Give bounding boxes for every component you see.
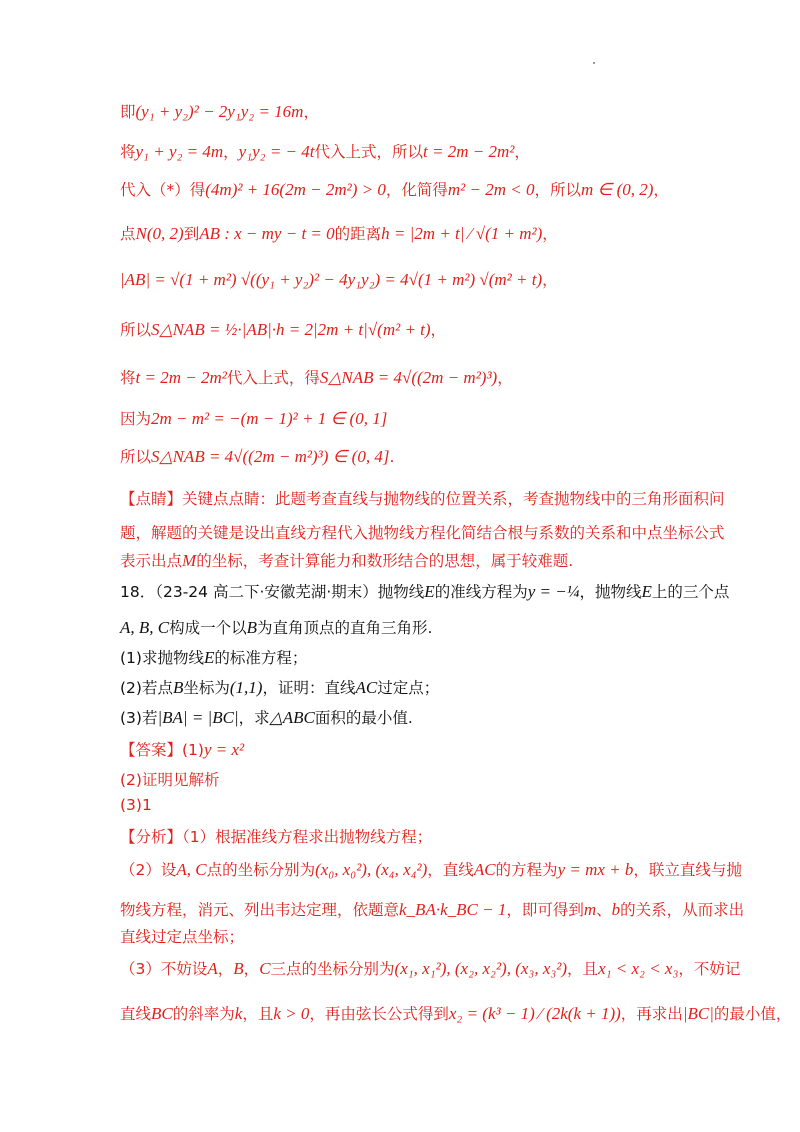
text-segment: 代入（*）得 [120,181,206,199]
formula: y₁y₂ = − 4t [238,142,315,161]
formula: 2m − m² = −(m − 1)² + 1 ∈ (0, 1] [151,409,388,428]
text-segment: 代入上式，得 [226,369,320,387]
formula: k [234,1004,243,1023]
text-line [120,706,413,728]
text-line [120,521,725,543]
formula: (y₁ + y₂)² − 2y₁y₂ = 16m [135,102,304,121]
text-line [120,616,432,638]
text-segment: 上的三个点 [651,583,730,601]
text-segment: ， [243,960,260,978]
text-line [120,580,729,602]
text-segment: 即 [120,103,136,121]
text-segment: ， [497,369,513,387]
text-segment: 【点睛】关键点点睛：此题考查直线与抛物线的位置关系，考查抛物线中的三角形面积问 [120,490,725,508]
formula: |BC| [682,1004,714,1023]
text-line [120,140,530,162]
text-segment: ，直线 [427,861,474,879]
formula: E [424,582,435,601]
formula: y = x² [203,740,245,759]
text-segment: ， [217,960,234,978]
formula: b [611,900,621,919]
text-line [120,676,439,698]
text-segment: ，所以 [534,181,581,199]
text-segment: ，不妨记 [678,960,741,978]
text-segment: ， [653,181,669,199]
formula: |BA| = |BC| [157,708,239,727]
text-line [120,549,573,571]
formula: m ∈ (0, 2) [580,180,654,199]
formula: x₁ < x₂ < x₃ [598,959,679,978]
text-segment: 所以 [120,321,152,339]
text-segment: (3)若 [120,709,158,727]
text-segment: (1)求抛物线 [120,649,204,667]
formula: C [259,959,271,978]
text-segment: 表示出点 [120,552,183,570]
text-segment: 【答案】(1) [120,741,204,759]
formula: N(0, 2) [135,224,184,243]
formula: x₂ = (k³ − 1) ⁄ (2k(k + 1)) [448,1004,621,1023]
formula: S△NAB = 4√((2m − m²)³) ∈ (0, 4] [151,447,390,466]
formula: h = |2m + t| ⁄ √(1 + m²) [381,224,543,243]
text-segment: 的最小值， [713,1005,792,1023]
formula: M [182,551,197,570]
text-segment: ，求 [238,709,270,727]
text-segment: （3）不妨设 [120,960,208,978]
text-segment: 的距离 [334,225,382,243]
formula: B [172,678,184,697]
text-segment: 为直角顶点的直角三角形. [257,619,433,637]
text-segment: ，再求出 [620,1005,683,1023]
text-segment: 18．（23-24 高二下·安徽芜湖·期末）抛物线 [120,583,425,601]
formula: t = 2m − 2m² [423,142,515,161]
formula: y = mx + b [557,860,634,879]
text-line [120,445,394,467]
text-line [120,738,244,760]
text-line [120,178,669,200]
text-segment: 直线 [120,1005,152,1023]
formula: (x₁, x₁²), (x₂, x₂²), (x₃, x₃²) [394,959,568,978]
text-segment: 过定点； [377,679,440,697]
text-segment: 【分析】（1）根据准线方程求出抛物线方程； [120,828,433,846]
text-segment: ，联立直线与抛 [633,861,742,879]
text-segment: ，且 [567,960,599,978]
text-line [120,768,219,790]
formula: k_BA·k_BC − 1 [399,900,507,919]
text-segment: 的方程为 [495,861,558,879]
formula: S△NAB = ½·|AB|·h = 2|2m + t|√(m² + t) [151,320,431,339]
formula: E [641,582,652,601]
text-line [120,268,558,290]
text-segment: ，再由弦长公式得到 [309,1005,449,1023]
text-line [120,407,387,429]
text-segment: . [389,448,395,466]
formula: y₁ + y₂ = 4m [135,142,224,161]
text-segment: ， [514,143,530,161]
text-segment: 物线方程，消元、列出韦达定理，依题意 [120,901,400,919]
formula: m [583,900,597,919]
text-segment: ， [303,103,319,121]
text-segment: 点 [120,225,136,243]
formula: △ABC [269,708,315,727]
text-segment: 构成一个以 [169,619,247,637]
formula: k > 0 [273,1004,310,1023]
formula: A, B, C [120,618,170,637]
text-segment: (2)若点 [120,679,173,697]
text-segment: (3)1 [120,796,152,814]
text-segment: 将 [120,143,136,161]
text-segment: 题，解题的关键是设出直线方程代入抛物线方程化简结合根与系数的关系和中点坐标公式 [120,524,725,542]
text-line [120,858,742,880]
text-segment: ，抛物线 [579,583,642,601]
text-segment: 到 [183,225,200,243]
text-line [120,318,446,340]
formula: AC [473,860,496,879]
text-segment: (2)证明见解析 [120,771,220,789]
formula: A [207,959,218,978]
text-line [120,100,319,122]
text-segment: 坐标为 [183,679,230,697]
text-segment: 面积的最小值. [314,709,413,727]
formula: AC [355,678,378,697]
text-segment: ， [542,225,558,243]
text-segment: 因为 [120,410,152,428]
text-segment: ，证明：直线 [262,679,356,697]
text-line [120,222,558,244]
text-segment: ，且 [242,1005,274,1023]
text-segment: （2）设 [120,861,177,879]
formula: B [233,959,244,978]
formula: BC [151,1004,173,1023]
text-segment: ，即可得到 [506,901,584,919]
text-segment: ， [223,143,239,161]
formula: y = −¼ [527,582,580,601]
text-segment: 的坐标，考查计算能力和数形结合的思想，属于较难题. [196,552,574,570]
text-segment: ，化简得 [385,181,448,199]
formula: m² − 2m < 0 [447,180,535,199]
text-segment: 将 [120,369,136,387]
text-line [120,957,740,979]
formula: (1,1) [229,678,263,697]
text-segment: 的斜率为 [172,1005,235,1023]
text-segment: 代入上式，所以 [314,143,424,161]
formula: t = 2m − 2m² [135,368,227,387]
text-line [120,646,307,668]
text-segment: 所以 [120,448,152,466]
text-line [120,898,744,920]
text-line [120,825,432,847]
text-line [120,1002,791,1024]
text-line [120,796,152,814]
formula: E [203,648,215,667]
text-segment: ， [430,321,447,339]
text-segment: 的准线方程为 [434,583,528,601]
formula: S△NAB = 4√((2m − m²)³) [319,368,498,387]
text-segment: ， [542,271,558,289]
text-line [120,487,725,509]
formula: (4m)² + 16(2m − 2m²) > 0 [205,180,386,199]
text-segment: 、 [596,901,612,919]
text-segment: 的关系，从而求出 [620,901,745,919]
text-segment: 三点的坐标分别为 [270,960,395,978]
formula: A, C [176,860,207,879]
text-segment: 的标准方程； [214,649,308,667]
text-line [120,366,513,388]
formula: (x₀, x₀²), (x₄, x₄²) [315,860,428,879]
text-line [120,925,244,947]
corner-mark [593,62,595,64]
text-segment: 点的坐标分别为 [206,861,316,879]
formula: AB : x − my − t = 0 [199,224,335,243]
formula: |AB| = √(1 + m²) √((y₁ + y₂)² − 4y₁y₂) = 4√(1 + m²) √(m² + t) [120,270,543,289]
formula: B [246,618,258,637]
text-segment: 直线过定点坐标； [120,928,245,946]
